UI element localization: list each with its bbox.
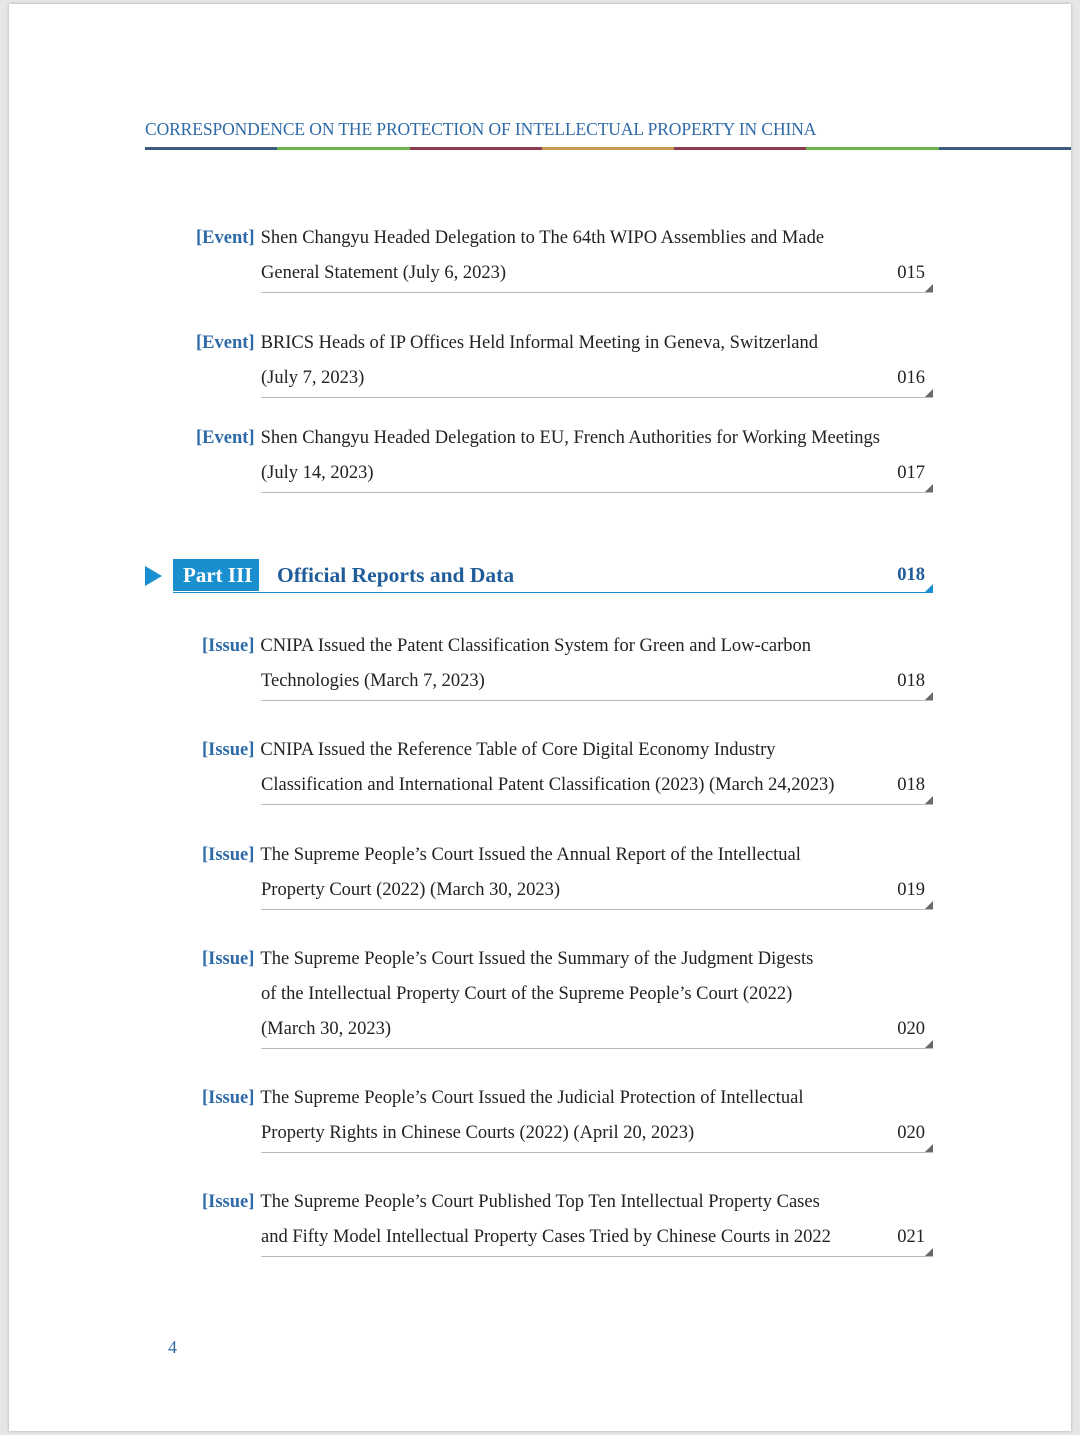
- entry-title-continued: Technologies (March 7, 2023): [261, 671, 485, 691]
- entry-title: The Supreme People’s Court Issued the Judicial Protection of Intellectual: [260, 1088, 804, 1108]
- play-triangle-icon: [145, 566, 162, 586]
- entry-tag: [Event]: [196, 333, 255, 353]
- toc-entry-event[interactable]: [196, 330, 933, 398]
- entry-tag: [Issue]: [202, 740, 255, 760]
- header-rule-segment: [674, 147, 806, 150]
- entry-title-continued: Property Rights in Chinese Courts (2022) (April 20, 2023): [261, 1123, 695, 1143]
- entry-title-continued: General Statement (July 6, 2023): [261, 263, 507, 283]
- entry-title: CNIPA Issued the Reference Table of Core Digital Economy Industry: [260, 740, 776, 760]
- entry-rule: [261, 1256, 933, 1257]
- entry-title-continued: (March 30, 2023): [261, 1019, 391, 1039]
- header-rule-segment: [277, 147, 409, 150]
- toc-entry-issue[interactable]: [202, 1189, 933, 1257]
- entry-title-continued: (July 14, 2023): [261, 463, 374, 483]
- entry-tag: [Issue]: [202, 636, 255, 656]
- page-number: 4: [168, 1337, 177, 1357]
- part-heading[interactable]: [145, 559, 933, 593]
- entry-title: The Supreme People’s Court Published Top Ten Intellectual Property Cases: [260, 1192, 820, 1212]
- part-page-number: 018: [897, 565, 925, 585]
- toc-entry-issue[interactable]: [202, 737, 933, 805]
- entry-rule: [261, 909, 933, 910]
- entry-title: The Supreme People’s Court Issued the Annual Report of the Intellectual: [260, 845, 801, 865]
- entry-title: BRICS Heads of IP Offices Held Informal Meeting in Geneva, Switzerland: [260, 333, 819, 353]
- entry-rule: [261, 700, 933, 701]
- header-color-rule: [145, 147, 1071, 150]
- part-title: Official Reports and Data: [277, 563, 515, 587]
- header-rule-segment: [410, 147, 542, 150]
- entry-tag: [Event]: [196, 428, 255, 448]
- toc-entry-issue[interactable]: [202, 633, 933, 701]
- entry-title-continued: of the Intellectual Property Court of the Supreme People’s Court (2022): [261, 984, 793, 1004]
- header-rule-segment: [145, 147, 277, 150]
- header-rule-segment: [542, 147, 674, 150]
- toc-entry-issue[interactable]: [202, 946, 933, 1049]
- toc-entry-issue[interactable]: [202, 842, 933, 910]
- entry-rule: [261, 1152, 933, 1153]
- toc-entry-issue[interactable]: [202, 1085, 933, 1153]
- entry-tag: [Issue]: [202, 1088, 255, 1108]
- running-header: CORRESPONDENCE ON THE PROTECTION OF INTELLECTUAL PROPERTY IN CHINA: [145, 119, 817, 139]
- entry-page-number: 021: [897, 1227, 925, 1247]
- entry-title: CNIPA Issued the Patent Classification System for Green and Low-carbon: [260, 636, 812, 656]
- entry-title: Shen Changyu Headed Delegation to EU, French Authorities for Working Meetings: [260, 428, 880, 448]
- entry-page-number: 020: [897, 1019, 925, 1039]
- entry-title: Shen Changyu Headed Delegation to The 64th WIPO Assemblies and Made: [260, 228, 825, 248]
- entry-title-continued: (July 7, 2023): [261, 368, 365, 388]
- entry-tag: [Issue]: [202, 845, 255, 865]
- entry-title-continued: and Fifty Model Intellectual Property Cases Tried by Chinese Courts in 2022: [261, 1227, 831, 1247]
- entry-rule: [261, 492, 933, 493]
- entry-tag: [Issue]: [202, 1192, 255, 1212]
- header-rule-segment: [939, 147, 1071, 150]
- document-page: [9, 4, 1071, 1431]
- entry-page-number: 019: [897, 880, 925, 900]
- entry-page-number: 020: [897, 1123, 925, 1143]
- entry-tag: [Event]: [196, 228, 255, 248]
- entry-rule: [261, 804, 933, 805]
- header-rule-segment: [806, 147, 938, 150]
- entry-page-number: 016: [897, 368, 925, 388]
- entry-title: The Supreme People’s Court Issued the Summary of the Judgment Digests: [260, 949, 814, 969]
- entry-page-number: 018: [897, 775, 925, 795]
- entry-page-number: 018: [897, 671, 925, 691]
- entry-tag: [Issue]: [202, 949, 255, 969]
- entry-rule: [261, 397, 933, 398]
- entry-title-continued: Property Court (2022) (March 30, 2023): [261, 880, 561, 900]
- entry-page-number: 015: [897, 263, 925, 283]
- entry-rule: [261, 1048, 933, 1049]
- part-rule: [173, 592, 933, 593]
- toc-entry-event[interactable]: [196, 425, 933, 493]
- toc-entry-event[interactable]: [196, 225, 933, 293]
- entry-title-continued: Classification and International Patent Classification (2023) (March 24,2023): [261, 775, 835, 795]
- entry-rule: [261, 292, 933, 293]
- entry-page-number: 017: [897, 463, 925, 483]
- part-label: Part III: [173, 559, 259, 591]
